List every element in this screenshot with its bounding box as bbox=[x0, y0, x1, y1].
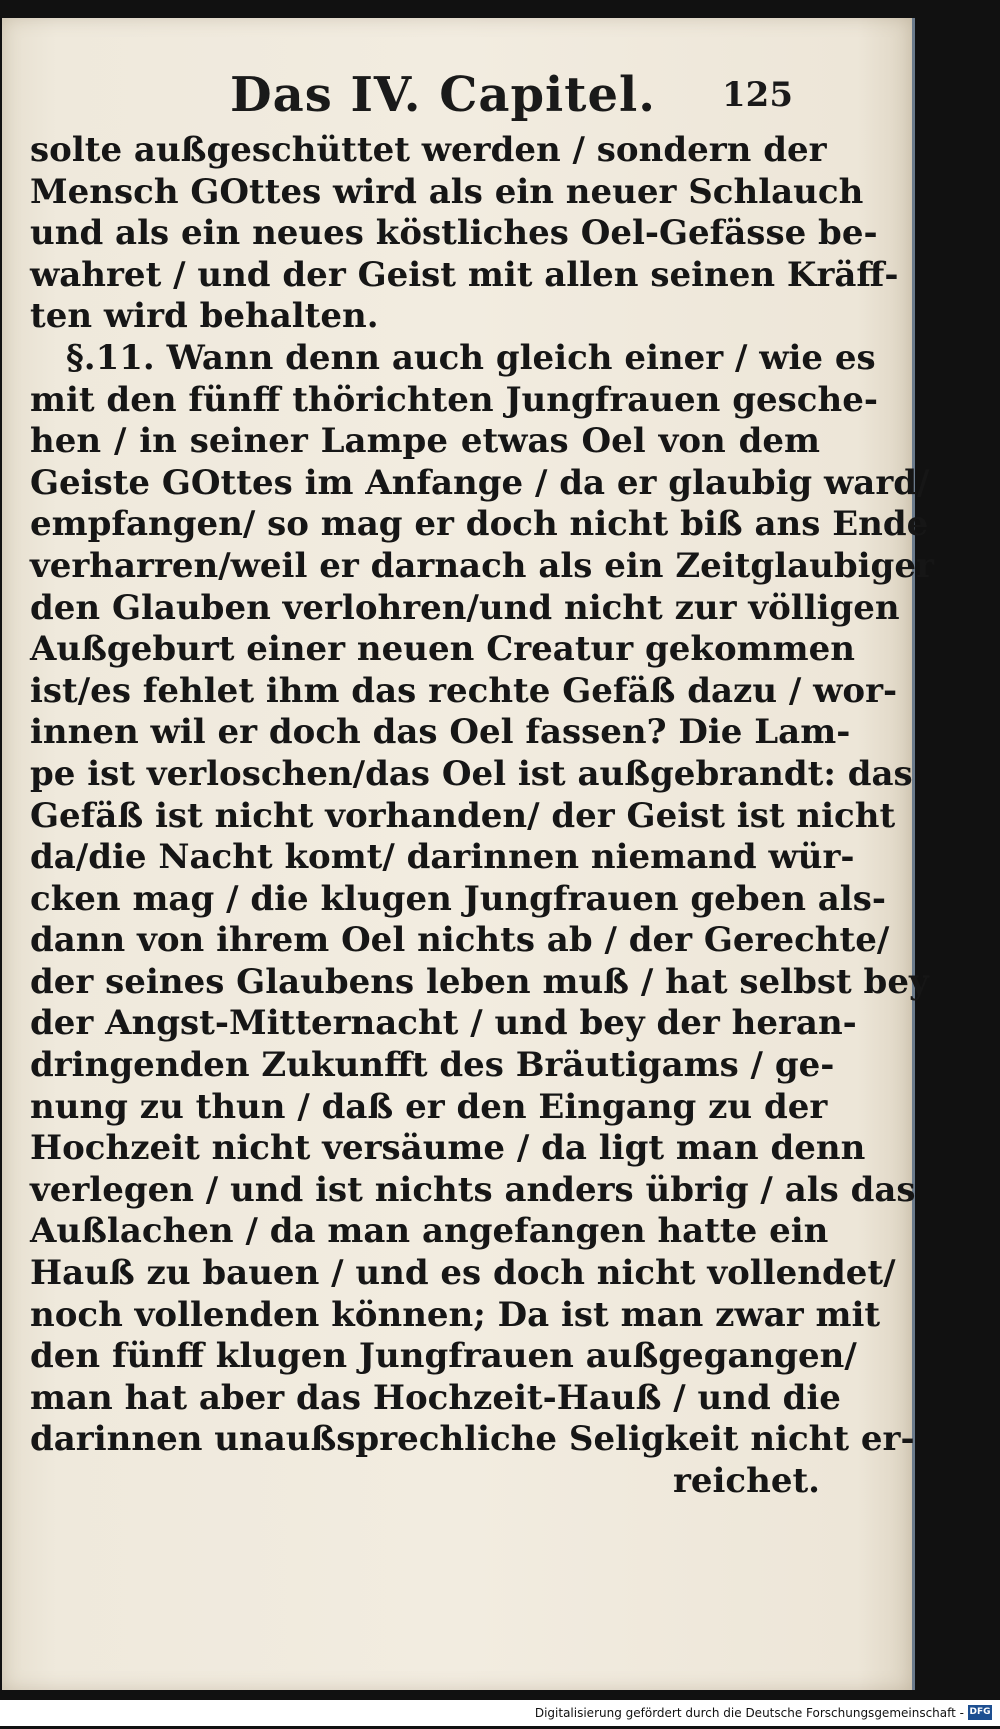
text-line: pe ist verloschen/das Oel ist außgebrandt: das bbox=[30, 753, 913, 794]
text-line: ist/es fehlet ihm das rechte Gefäß dazu / wor- bbox=[30, 670, 898, 711]
text-line: man hat aber das Hochzeit-Hauß / und die bbox=[30, 1377, 841, 1418]
text-line: Außgeburt einer neuen Creatur gekommen bbox=[30, 629, 855, 670]
chapter-title: Das IV. Capitel. bbox=[230, 67, 656, 123]
text-line: Mensch GOttes wird als ein neuer Schlauch bbox=[30, 171, 864, 212]
text-line: cken mag / die klugen Jungfrauen geben als- bbox=[30, 878, 886, 919]
final-text-line: reichet. bbox=[672, 1461, 820, 1501]
text-line: empfangen/ so mag er doch nicht biß ans Ende bbox=[30, 504, 929, 545]
text-line: hen / in seiner Lampe etwas Oel von dem bbox=[30, 421, 820, 462]
text-line: und als ein neues köstliches Oel-Gefässe be- bbox=[30, 213, 878, 254]
book-page bbox=[2, 18, 934, 1690]
paragraph-start-line: §.11. Wann denn auch gleich einer / wie es bbox=[66, 337, 876, 378]
text-line: dann von ihrem Oel nichts ab / der Gerechte/ bbox=[30, 920, 890, 961]
text-line: solte außgeschüttet werden / sondern der bbox=[30, 130, 827, 170]
text-line: den Glauben verlohren/und nicht zur völligen bbox=[30, 587, 900, 628]
text-line: Geiste GOttes im Anfange / da er glaubig ward/ bbox=[30, 462, 930, 503]
digitization-footer bbox=[0, 1700, 1000, 1726]
text-line: verlegen / und ist nichts anders übrig / als das bbox=[30, 1169, 916, 1210]
funding-credit: Digitalisierung gefördert durch die Deutsche Forschungsgemeinschaft - bbox=[534, 1706, 964, 1720]
text-line: Außlachen / da man angefangen hatte ein bbox=[30, 1211, 829, 1252]
text-line: den fünff klugen Jungfrauen außgegangen/ bbox=[30, 1336, 857, 1377]
text-line: ten wird behalten. bbox=[30, 296, 379, 337]
page-number: 125 bbox=[722, 75, 793, 115]
text-line: nung zu thun / daß er den Eingang zu der bbox=[30, 1086, 828, 1127]
text-line: dringenden Zukunfft des Bräutigams / ge- bbox=[30, 1045, 835, 1086]
text-line: da/die Nacht komt/ darinnen niemand wür- bbox=[30, 837, 855, 878]
text-line: Gefäß ist nicht vorhanden/ der Geist ist nicht bbox=[30, 795, 896, 836]
text-line: darinnen unaußsprechliche Seligkeit nicht er- bbox=[30, 1419, 915, 1460]
running-header bbox=[2, 60, 912, 130]
dfg-logo: DFG bbox=[968, 1705, 992, 1720]
text-line: mit den fünff thörichten Jungfrauen gesche- bbox=[30, 379, 878, 420]
text-line: innen wil er doch das Oel fassen? Die Lam- bbox=[30, 712, 851, 753]
text-line: der Angst-Mitternacht / und bey der heran- bbox=[30, 1003, 857, 1044]
body-text bbox=[30, 130, 934, 1503]
text-line: wahret / und der Geist mit allen seinen Kräff- bbox=[30, 254, 899, 295]
text-line: verharren/weil er darnach als ein Zeitglaubiger bbox=[30, 545, 934, 586]
text-line: Hauß zu bauen / und es doch nicht vollendet/ bbox=[30, 1253, 896, 1294]
text-line: Hochzeit nicht versäume / da ligt man denn bbox=[30, 1128, 866, 1169]
text-line: der seines Glaubens leben muß / hat selbst bey bbox=[30, 961, 929, 1002]
text-line: noch vollenden können; Da ist man zwar mit bbox=[30, 1294, 881, 1335]
